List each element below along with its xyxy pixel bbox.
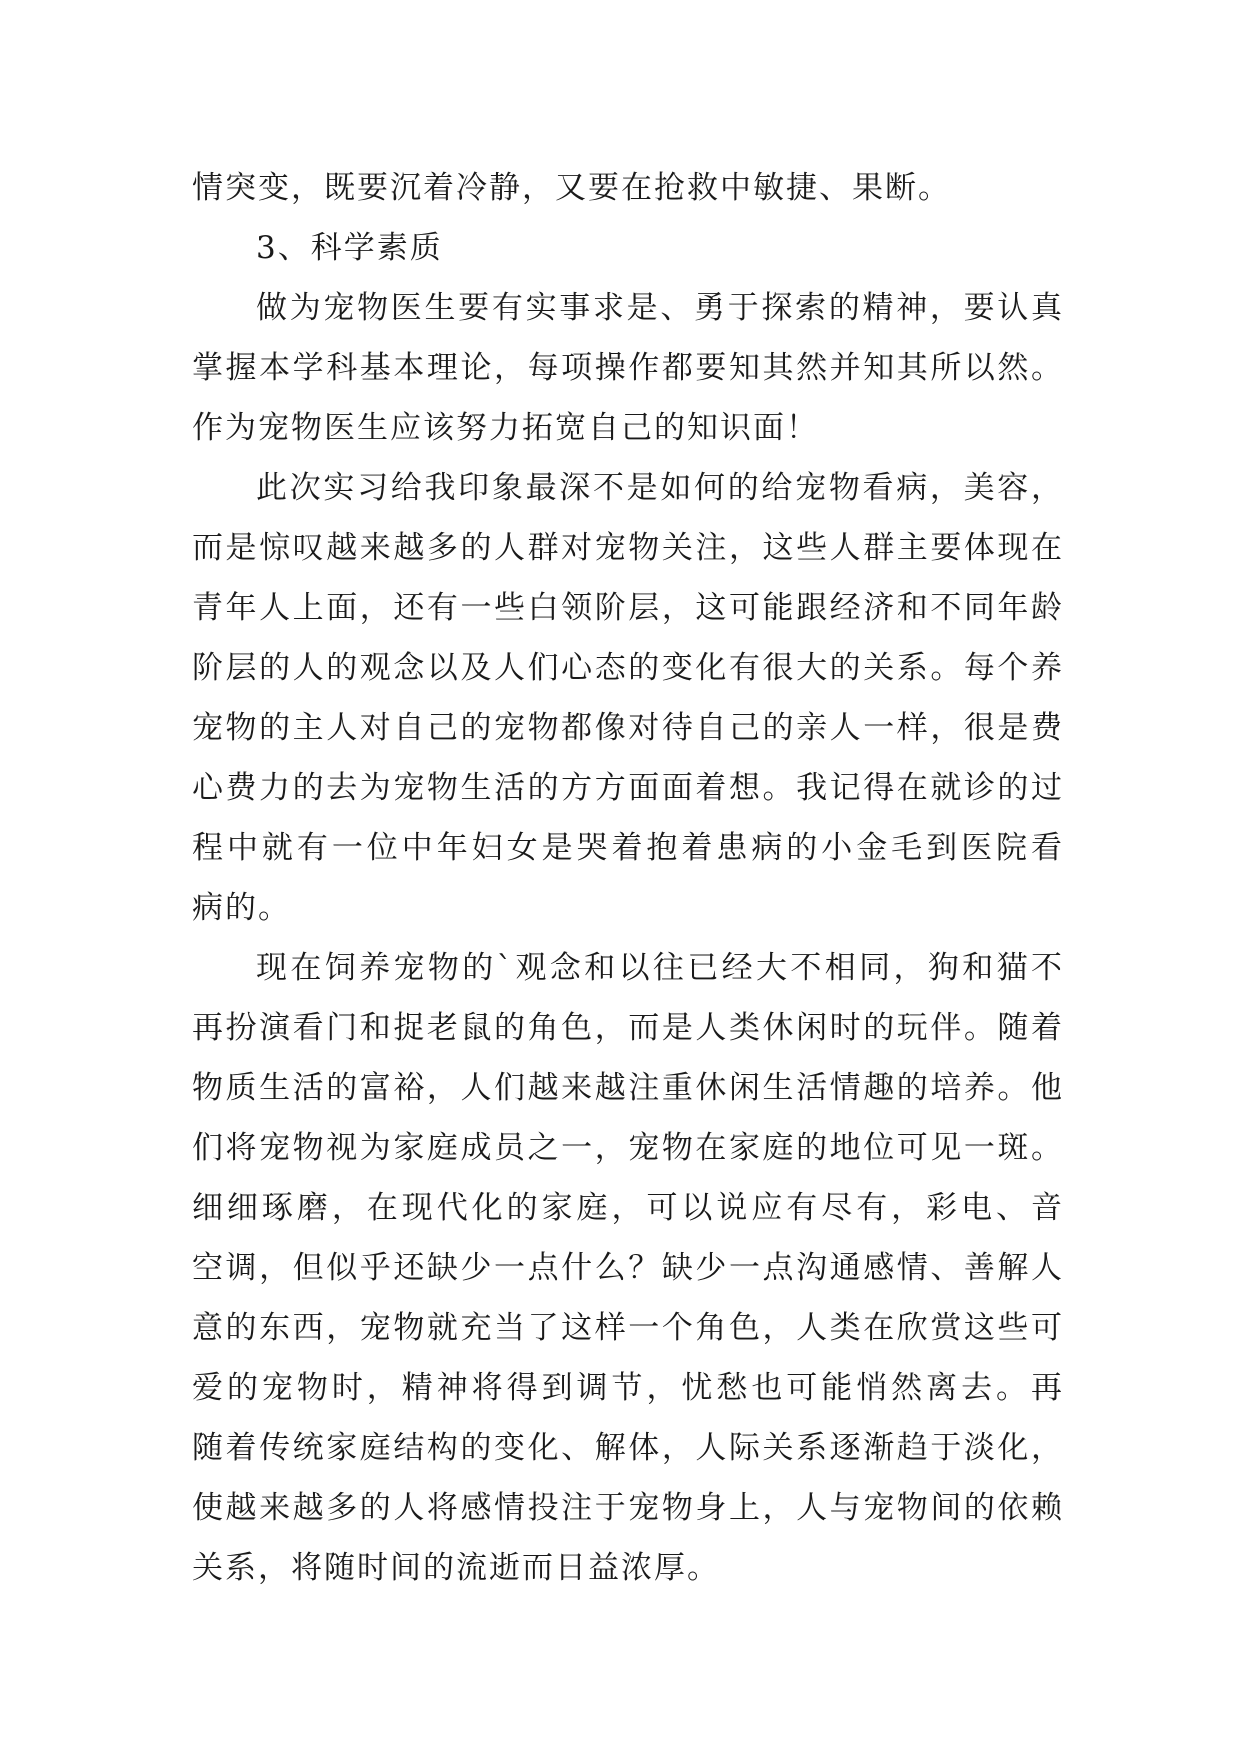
text-line: 心费力的去为宠物生活的方方面面着想。我记得在就诊的过 bbox=[192, 770, 1064, 806]
text-line: 青年人上面，还有一些白领阶层，这可能跟经济和不同年龄 bbox=[192, 590, 1064, 626]
text-line: 阶层的人的观念以及人们心态的变化有很大的关系。每个养 bbox=[192, 650, 1064, 686]
text-line: 而是惊叹越来越多的人群对宠物关注，这些人群主要体现在 bbox=[192, 530, 1064, 566]
section-heading: 3、科学素质 bbox=[256, 230, 443, 266]
text-line: 做为宠物医生要有实事求是、勇于探索的精神，要认真 bbox=[256, 290, 1064, 326]
text-line: 空调，但似乎还缺少一点什么？缺少一点沟通感情、善解人 bbox=[192, 1250, 1064, 1286]
body-text bbox=[192, 158, 1064, 1598]
text-line: 使越来越多的人将感情投注于宠物身上，人与宠物间的依赖 bbox=[192, 1490, 1064, 1526]
text-line: 们将宠物视为家庭成员之一，宠物在家庭的地位可见一斑。 bbox=[192, 1130, 1064, 1166]
text-line: 细细琢磨，在现代化的家庭，可以说应有尽有，彩电、音 bbox=[192, 1190, 1064, 1226]
text-line: 病的。 bbox=[192, 890, 291, 926]
text-line: 随着传统家庭结构的变化、解体，人际关系逐渐趋于淡化， bbox=[192, 1430, 1064, 1466]
text-line: 此次实习给我印象最深不是如何的给宠物看病，美容， bbox=[256, 470, 1064, 506]
text-line: 意的东西，宠物就充当了这样一个角色，人类在欣赏这些可 bbox=[192, 1310, 1064, 1346]
text-line: 再扮演看门和捉老鼠的角色，而是人类休闲时的玩伴。随着 bbox=[192, 1010, 1064, 1046]
text-line: 程中就有一位中年妇女是哭着抱着患病的小金毛到医院看 bbox=[192, 830, 1064, 866]
text-line: 作为宠物医生应该努力拓宽自己的知识面！ bbox=[192, 410, 819, 446]
text-line: 现在饲养宠物的`观念和以往已经大不相同，狗和猫不 bbox=[256, 950, 1064, 986]
text-line: 物质生活的富裕，人们越来越注重休闲生活情趣的培养。他 bbox=[192, 1070, 1064, 1106]
text-line: 情突变，既要沉着冷静，又要在抢救中敏捷、果断。 bbox=[192, 170, 951, 206]
text-line: 关系，将随时间的流逝而日益浓厚。 bbox=[192, 1550, 720, 1586]
text-line: 爱的宠物时，精神将得到调节，忧愁也可能悄然离去。再 bbox=[192, 1370, 1064, 1406]
text-line: 掌握本学科基本理论，每项操作都要知其然并知其所以然。 bbox=[192, 350, 1064, 386]
text-line: 宠物的主人对自己的宠物都像对待自己的亲人一样，很是费 bbox=[192, 710, 1064, 746]
